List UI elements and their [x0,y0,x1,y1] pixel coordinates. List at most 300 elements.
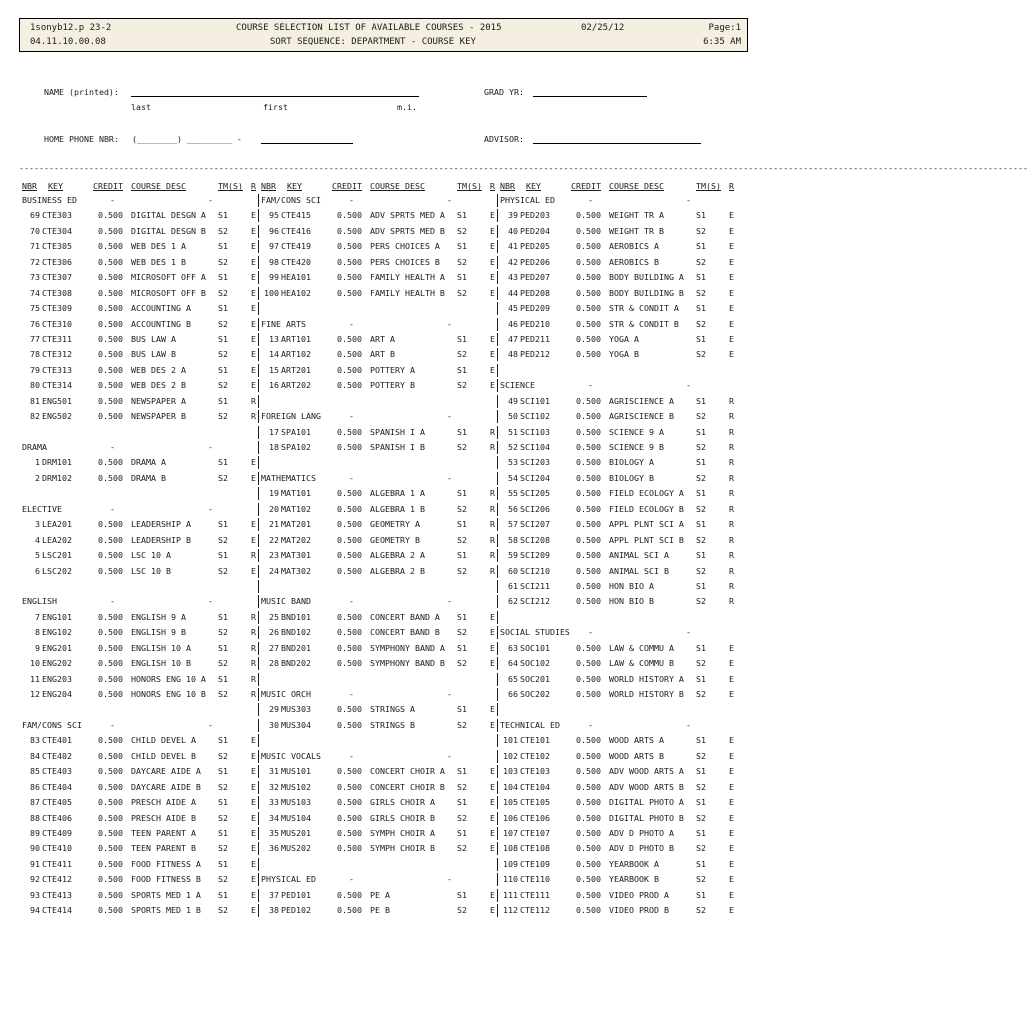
department-dash: - [208,596,213,607]
course-key: CTE310 [42,318,72,329]
course-key: SCI208 [520,534,550,545]
course-row [22,455,260,470]
course-term: S1 [696,889,706,900]
course-credit: 0.500 [576,395,601,406]
course-term: S2 [457,843,467,854]
course-row [261,641,499,656]
course-row [22,672,260,687]
course-desc: TEEN PARENT B [131,843,196,854]
course-requirement: E [490,642,495,653]
course-credit: 0.500 [576,812,601,823]
course-key: BND102 [281,627,311,638]
course-number: 83 [30,735,40,746]
course-credit: 0.500 [337,766,362,777]
course-term: S2 [218,843,228,854]
course-row [261,378,499,393]
course-row [22,317,260,332]
course-desc: SYMPHONY BAND A [370,642,445,653]
course-requirement: E [251,380,256,391]
course-credit: 0.500 [337,333,362,344]
course-key: SCI210 [520,565,550,576]
course-number: 66 [508,689,518,699]
course-desc: STR & CONDIT A [609,303,679,314]
course-credit: 0.500 [576,689,601,699]
course-requirement: E [490,241,495,252]
course-number: 12 [30,689,40,699]
course-credit: 0.500 [98,735,123,746]
course-term: S1 [457,426,467,437]
course-key: MUS101 [281,766,311,777]
course-term: S1 [218,272,228,283]
department-dash: - [349,472,354,483]
course-row [261,208,499,223]
course-number: 93 [30,889,40,900]
course-row [500,239,745,254]
column-separator [258,765,259,778]
course-row [22,888,260,903]
department-name: MUSIC VOCALS [261,750,321,761]
course-key: SCI204 [520,472,550,483]
course-desc: SPANISH I A [370,426,425,437]
course-key: ART202 [281,380,311,391]
course-row [500,394,745,409]
course-term: S1 [218,673,228,684]
course-term: S1 [696,333,706,344]
course-credit: 0.500 [98,843,123,854]
course-credit: 0.500 [98,241,123,252]
course-term: S1 [696,303,706,314]
course-key: CTE412 [42,874,72,885]
course-key: PED203 [520,210,550,221]
course-number: 70 [30,225,40,236]
column-separator [497,518,498,531]
course-credit: 0.500 [337,349,362,360]
course-term: S1 [696,858,706,869]
course-requirement: E [251,565,256,576]
course-term: S2 [696,658,706,669]
course-key: PED212 [520,349,550,360]
course-desc: ART B [370,349,395,360]
course-key: PED206 [520,256,550,267]
col-key-header: KEY [526,181,541,191]
course-key: CTE409 [42,827,72,838]
course-credit: 0.500 [98,534,123,545]
course-requirement: E [729,318,734,329]
department-heading [261,594,499,609]
department-dash: - [686,627,691,638]
course-term: S1 [696,395,706,406]
course-desc: SPANISH I B [370,442,425,452]
column-separator [258,472,259,485]
course-requirement: E [251,797,256,808]
course-desc: DRAMA A [131,457,166,468]
course-key: ART101 [281,333,311,344]
col-key-header: KEY [287,181,302,191]
course-row [261,486,499,501]
course-desc: SYMPH CHOIR A [370,827,435,838]
course-row [22,347,260,362]
course-key: BND201 [281,642,311,653]
course-row [261,270,499,285]
course-number: 48 [508,349,518,360]
course-desc: AEROBICS A [609,241,659,252]
course-requirement: E [251,303,256,314]
course-credit: 0.500 [98,642,123,653]
course-credit: 0.500 [337,241,362,252]
department-dash: - [588,380,593,391]
course-row [22,255,260,270]
course-desc: WEIGHT TR B [609,225,664,236]
course-desc: WEB DES 1 A [131,241,186,252]
department-dash: - [447,472,452,483]
course-requirement: R [490,565,495,576]
course-row [500,841,745,856]
course-desc: BODY BUILDING A [609,272,684,283]
course-number: 87 [30,797,40,808]
course-credit: 0.500 [576,642,601,653]
grad-year-field-line[interactable] [533,96,647,97]
course-desc: CHILD DEVEL B [131,750,196,761]
course-key: HEA102 [281,287,311,298]
department-name: MUSIC ORCH [261,689,311,699]
course-number: 43 [508,272,518,283]
course-requirement: E [251,843,256,854]
course-desc: ALGEBRA 2 A [370,550,425,561]
course-credit: 0.500 [576,858,601,869]
course-number: 41 [508,241,518,252]
column-separator [258,348,259,361]
course-key: SOC102 [520,658,550,669]
course-number: 89 [30,827,40,838]
course-requirement: E [251,272,256,283]
course-desc: SPORTS MED 1 A [131,889,201,900]
column-separator [258,595,259,608]
course-term: S2 [218,225,228,236]
course-desc: FAMILY HEALTH B [370,287,445,298]
course-row [22,533,260,548]
course-desc: PERS CHOICES B [370,256,440,267]
course-row [500,502,745,517]
course-number: 30 [269,719,279,730]
course-desc: ART A [370,333,395,344]
name-label: NAME (printed): [44,87,119,97]
course-row [22,286,260,301]
course-row [500,409,745,424]
course-key: MUS202 [281,843,311,854]
course-key: ENG203 [42,673,72,684]
course-requirement: E [729,349,734,360]
course-number: 36 [269,843,279,854]
course-number: 71 [30,241,40,252]
course-number: 104 [503,781,518,792]
course-number: 26 [269,627,279,638]
course-number: 34 [269,812,279,823]
course-desc: FOOD FITNESS A [131,858,201,869]
course-number: 79 [30,364,40,375]
column-separator [497,395,498,408]
course-term: S1 [218,303,228,314]
course-row [22,224,260,239]
course-number: 100 [264,287,279,298]
column-separator [497,271,498,284]
course-term: S2 [218,905,228,916]
course-term: S1 [696,580,706,591]
course-desc: NEWSPAPER A [131,395,186,406]
course-desc: ADV SPRTS MED B [370,225,445,236]
department-heading [261,749,499,764]
course-desc: ANIMAL SCI B [609,565,669,576]
course-credit: 0.500 [98,827,123,838]
course-number: 38 [269,905,279,916]
course-credit: 0.500 [98,658,123,669]
course-requirement: E [251,241,256,252]
course-credit: 0.500 [98,272,123,283]
course-desc: GEOMETRY B [370,534,420,545]
column-separator [497,750,498,763]
column-separator [258,395,259,408]
column-separator [258,719,259,732]
course-term: S1 [218,611,228,622]
course-number: 18 [269,442,279,452]
course-credit: 0.500 [337,719,362,730]
department-name: PHYSICAL ED [500,195,555,205]
course-row [500,471,745,486]
course-desc: DIGITAL DESGN B [131,225,206,236]
course-credit: 0.500 [576,565,601,576]
course-requirement: E [251,225,256,236]
course-desc: DRAMA B [131,472,166,483]
department-dash: - [349,195,354,205]
course-term: S2 [696,411,706,422]
course-requirement: R [251,627,256,638]
department-heading [22,594,260,609]
course-desc: YOGA A [609,333,639,344]
course-row [22,749,260,764]
course-desc: MICROSOFT OFF A [131,272,206,283]
course-term: S2 [696,812,706,823]
department-dash: - [686,380,691,391]
course-requirement: E [490,658,495,669]
course-row [500,764,745,779]
department-dash: - [349,874,354,885]
course-requirement: E [251,318,256,329]
course-credit: 0.500 [576,580,601,591]
course-key: CTE307 [42,272,72,283]
course-term: S1 [218,642,228,653]
course-key: SCI103 [520,426,550,437]
course-desc: POTTERY B [370,380,415,391]
course-term: S1 [457,241,467,252]
course-term: S2 [457,812,467,823]
home-phone-field-line[interactable] [261,143,353,144]
course-number: 28 [269,658,279,669]
course-number: 14 [269,349,279,360]
department-dash: - [447,411,452,422]
department-name: TECHNICAL ED [500,719,560,730]
course-row [500,857,745,872]
course-key: CTE406 [42,812,72,823]
course-requirement: R [729,596,734,607]
course-desc: SYMPH CHOIR B [370,843,435,854]
course-row [500,425,745,440]
course-term: S2 [696,843,706,854]
course-term: S2 [218,256,228,267]
department-dash: - [349,750,354,761]
department-name: SOCIAL STUDIES [500,627,570,638]
course-credit: 0.500 [576,797,601,808]
col-desc-header: COURSE DESC [609,181,664,191]
course-credit: 0.500 [98,225,123,236]
course-key: CTE110 [520,874,550,885]
course-requirement: E [729,766,734,777]
course-desc: ADV D PHOTO B [609,843,674,854]
name-mi-caption: m.i. [397,102,417,112]
course-credit: 0.500 [98,303,123,314]
blank-row [261,733,499,748]
advisor-label: ADVISOR: [484,134,524,144]
column-separator [258,904,259,917]
course-number: 78 [30,349,40,360]
column-separator [258,287,259,300]
department-dash: - [208,195,213,205]
course-requirement: R [490,519,495,530]
course-requirement: E [729,905,734,916]
course-term: S1 [218,735,228,746]
course-credit: 0.500 [576,210,601,221]
course-row [261,517,499,532]
course-term: S2 [218,411,228,422]
course-desc: WOOD ARTS B [609,750,664,761]
course-row [500,301,745,316]
department-dash: - [110,596,115,607]
course-row [22,378,260,393]
course-column-1 [22,193,260,919]
course-desc: LSC 10 A [131,550,171,561]
course-desc: DAYCARE AIDE B [131,781,201,792]
column-separator [258,889,259,902]
column-separator [258,518,259,531]
course-term: S1 [457,210,467,221]
course-term: S2 [696,781,706,792]
course-requirement: E [490,364,495,375]
course-key: CTE419 [281,241,311,252]
department-dash: - [588,719,593,730]
course-number: 27 [269,642,279,653]
course-requirement: E [729,735,734,746]
program-id: 1sonyb12.p 23-2 [30,23,112,33]
column-separator [258,873,259,886]
sort-sequence: SORT SEQUENCE: DEPARTMENT - COURSE KEY [270,37,476,47]
course-credit: 0.500 [98,210,123,221]
blank-row [261,579,499,594]
course-requirement: R [729,519,734,530]
department-dash: - [447,750,452,761]
course-term: S2 [457,503,467,514]
course-requirement: E [251,349,256,360]
course-number: 74 [30,287,40,298]
course-term: S2 [218,472,228,483]
course-requirement: E [729,781,734,792]
course-credit: 0.500 [337,550,362,561]
course-requirement: R [251,658,256,669]
advisor-field-line[interactable] [533,143,701,144]
col-credit-header: CREDIT [571,181,601,191]
course-row [261,625,499,640]
grad-year-label: GRAD YR: [484,87,524,97]
course-key: MAT201 [281,519,311,530]
course-desc: GIRLS CHOIR A [370,797,435,808]
course-desc: SPORTS MED 1 B [131,905,201,916]
column-separator [497,549,498,562]
course-row [261,795,499,810]
course-term: S1 [218,457,228,468]
course-row [261,826,499,841]
column-separator [497,503,498,516]
course-credit: 0.500 [98,905,123,916]
department-dash: - [110,719,115,730]
course-desc: AEROBICS B [609,256,659,267]
course-credit: 0.500 [576,658,601,669]
course-key: CTE103 [520,766,550,777]
course-row [500,594,745,609]
course-row [22,517,260,532]
course-credit: 0.500 [98,380,123,391]
course-desc: SCIENCE 9 B [609,442,664,452]
department-heading [261,193,499,208]
course-credit: 0.500 [337,905,362,916]
course-key: PED101 [281,889,311,900]
course-requirement: E [490,766,495,777]
course-key: CTE415 [281,210,311,221]
course-credit: 0.500 [337,658,362,669]
course-desc: HONORS ENG 10 A [131,673,206,684]
department-dash: - [447,689,452,699]
course-row [22,363,260,378]
course-term: S2 [218,349,228,360]
course-requirement: R [729,457,734,468]
course-row [22,826,260,841]
course-requirement: R [490,426,495,437]
course-desc: WEB DES 2 A [131,364,186,375]
report-date: 02/25/12 [581,23,625,33]
course-number: 32 [269,781,279,792]
course-key: CTE305 [42,241,72,252]
name-field-line[interactable] [131,96,419,97]
department-heading [500,625,745,640]
department-dash: - [208,442,213,452]
course-credit: 0.500 [98,349,123,360]
course-key: CTE304 [42,225,72,236]
course-row [261,286,499,301]
department-dash: - [447,195,452,205]
course-key: CTE106 [520,812,550,823]
course-row [22,270,260,285]
column-separator [497,642,498,655]
course-number: 35 [269,827,279,838]
course-row [500,347,745,362]
course-requirement: E [251,750,256,761]
course-number: 61 [508,580,518,591]
course-row [500,548,745,563]
course-row [500,795,745,810]
course-desc: FIELD ECOLOGY B [609,503,684,514]
course-desc: SYMPHONY BAND B [370,658,445,669]
course-term: S2 [457,534,467,545]
course-key: BND101 [281,611,311,622]
course-term: S1 [696,426,706,437]
course-number: 109 [503,858,518,869]
course-key: PED210 [520,318,550,329]
